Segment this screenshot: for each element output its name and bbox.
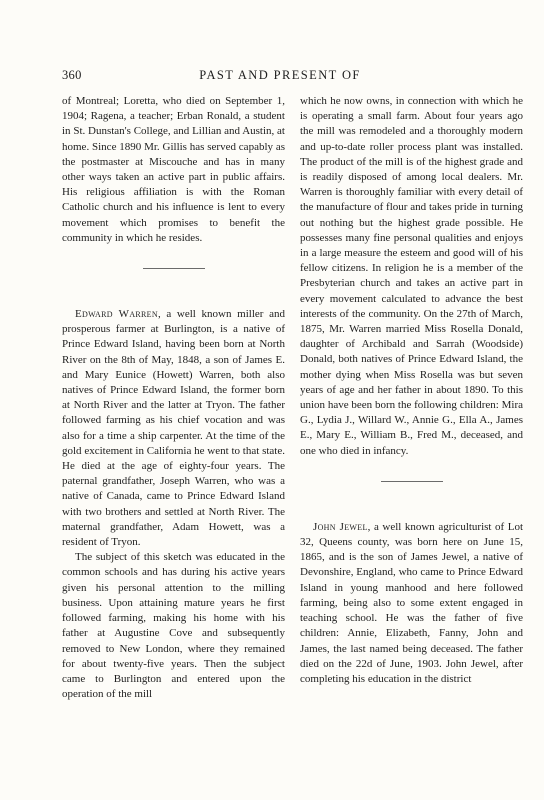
warren-paragraph-1	[62, 307, 285, 550]
section-separator	[381, 481, 443, 482]
page-number: 360	[62, 68, 82, 82]
running-head: PAST AND PRESENT OF	[199, 68, 361, 82]
jewel-text-1: , a well known agriculturist of Lot 32, Queens county, was born here on June 15, 1865, and is the son of James Jewel, a native of Devonshire, England, who came to Prince Edward Island in young manhood and here followed farming, being also to some extent engaged in teaching school. He was the father of five children: Annie, Elizabeth, Fanny, John and James, the last named being deceased. The father died on the 22d of June, 1903. John Jewel, after completing his education in the district	[300, 520, 524, 685]
warren-paragraph-2: The subject of this sketch was educated in the common schools and has during his active years given his personal attention to the milling business. Upon attaining mature years he first followed farming, making his home with his father at Augustine Cove and subsequently removed to New London, where they remained for about twenty-five years. Then the subject came to Burlington and entered upon the operation of the mill	[62, 551, 285, 701]
jewel-name: John Jewel	[313, 520, 368, 533]
section-separator	[143, 268, 205, 269]
right-column	[300, 94, 523, 687]
warren-text-1: , a well known miller and prosperous farmer at Burlington, is a native of Prince Edward Island, having been born at North River on the 8th of May, 1848, a son of James E. and Mary Eunice (Howett) Warren, both also natives of Prince Edward Island, the former born at North River and the latter at Tryon. The father followed farming as his chief vocation and was also for a time a ship carpenter. At the time of the gold excitement in California he went to that state. He died at the age of eighty-four years. The paternal grandfather, Joseph Warren, who was a native of Canada, came to Prince Edward Island with two brothers and settled at North River. The maternal grandfather, Adam Howett, was a resident of Tryon.	[62, 308, 286, 549]
warren-paragraph-3: which he now owns, in connection with which he is operating a small farm. About four years ago the mill was remodeled and a thoroughly modern and up-to-date roller process plant was installed. The product of the mill is of the highest grade and is readily disposed of among local dealers. Mr. Warren is thoroughly familiar with every detail of the manufacture of flour and takes pride in turning out nothing but the highest grade possible. He possesses many fine personal qualities and enjoys in a large measure the esteem and good will of his fellow citizens. In religion he is a member of the Presbyterian church and takes an active part in every movement calculated to advance the best interests of the community. On the 27th of March, 1875, Mr. Warren married Miss Rosella Donald, daughter of Archibald and Sarrah (Woodside) Donald, both natives of Prince Edward Island, the mother dying when Miss Rosella was but seven years of age and her father in about 1890. To this union have been born the following children: Mira G., Lydia J., Willard W., Annie G., Ella A., James E., Mary E., William B., Fred M., deceased, and one who died in infancy.	[300, 95, 523, 457]
left-column	[62, 94, 285, 702]
gillis-paragraph-end: of Montreal; Loretta, who died on September 1, 1904; Ragena, a teacher; Erban Ronald, a student in St. Dunstan's College, and Lillian and Austin, at home. Since 1890 Mr. Gillis has served capably as the postmaster at Miscouche and has in many other ways taken an active part in public affairs. His religious affiliation is with the Roman Catholic church and his influence is lent to every movement which promises to benefit the community in which he resides.	[62, 95, 285, 244]
page-header	[62, 68, 498, 84]
warren-name: Edward Warren	[75, 308, 158, 321]
jewel-paragraph-1	[300, 520, 523, 687]
